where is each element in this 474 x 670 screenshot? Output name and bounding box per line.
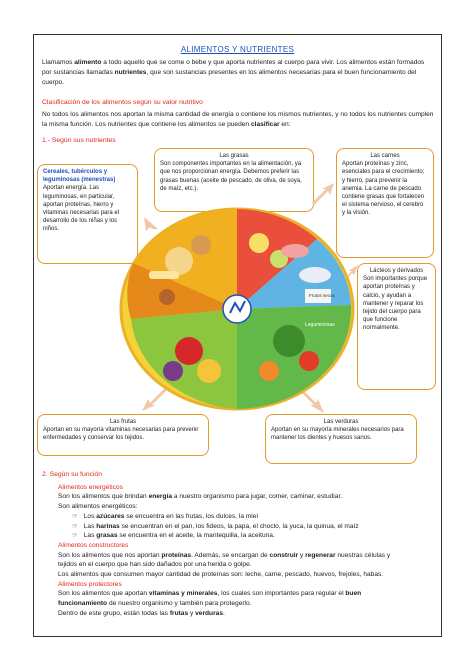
section1-heading: 1.- Según sus nutrientes	[42, 137, 116, 144]
energeticos-line1-bold: energía	[148, 493, 173, 501]
bubble-frutas	[37, 414, 209, 456]
bubble-cereales-body: Aportan energía. Las leguminosas, en particular, aportan proteínas, hierro y vitaminas necesarias para el desarrollo de los niñas y los niños.	[43, 185, 120, 233]
protectores-l1a: Son los alimentos que aportan	[58, 590, 148, 598]
constructores-l1d: construir	[269, 551, 299, 559]
constructores-l1f: regenerar	[305, 551, 336, 559]
energeticos-title: Alimentos energéticos	[58, 483, 123, 491]
food-plate-illustration	[119, 201, 355, 411]
energeticos-item-rest: se encuentran en el pan, los fideos, la papa, el choclo, la yuca, la quinua, el maíz	[121, 522, 359, 530]
protectores-l3a: Dentro de este grupo, están todas las	[58, 609, 168, 617]
constructores-l1e: y	[299, 551, 304, 559]
energeticos-item-pre: Las	[83, 522, 95, 530]
protectores-l1c: , los cuales son importantes para regular el	[217, 590, 344, 598]
bubble-cereales-title: Cereales, tubérculos y leguminosas (menestras)	[43, 169, 116, 184]
constructores-line1	[42, 551, 434, 561]
protectores-l3d: verduras	[195, 609, 223, 617]
classification-block	[42, 98, 434, 129]
protectores-l2b: de nuestro organismo y también para protegerlo.	[108, 600, 252, 608]
bubble-grasas-title: Las grasas	[219, 153, 249, 159]
protectores-l3c: y	[189, 609, 194, 617]
bubble-frutas-title: Las frutas	[109, 419, 137, 425]
constructores-l1c: . Además, se encargan de	[191, 551, 268, 559]
constructores-l1a: Son los alimentos que nos aportan	[58, 551, 160, 559]
bubble-verduras	[265, 414, 417, 464]
constructores-l1b: proteínas	[161, 551, 192, 559]
plate-label-frutos-secos: Frutos secos	[309, 293, 335, 298]
energeticos-line2: Son alimentos energéticos:	[58, 503, 138, 511]
intro-text-2: a todo aquello que se come o bebe y que aporta nutrientes al cuerpo para vivir. Los alimentos están formados por sustancias llamadas	[42, 59, 425, 76]
classification-text-bold: clasificar	[250, 120, 280, 128]
protectores-line2	[42, 599, 434, 609]
protectores-l2a: funcionamiento	[58, 600, 108, 608]
protectores-title: Alimentos protectores	[58, 580, 122, 588]
bubble-lacteos	[357, 263, 436, 390]
section2	[42, 470, 434, 619]
energeticos-item-pre: Las	[83, 532, 95, 540]
energeticos-line1-c: a nuestro organismo para jugar, comer, caminar, estudiar.	[173, 493, 343, 501]
pointing-hand-icon: ☞	[72, 532, 78, 540]
bubble-verduras-body: Aportan en su mayoría minerales necesarios para mantener los dientes y huesos sanos.	[271, 427, 404, 442]
protectores-line1	[42, 589, 434, 599]
energeticos-item-bold: grasas	[96, 532, 118, 540]
protectores-l3b: frutas	[169, 609, 189, 617]
protectores-l1d: buen	[345, 590, 362, 598]
intro-paragraph	[42, 58, 434, 87]
classification-text-end: en:	[281, 120, 291, 128]
energeticos-item-bold: azúcares	[96, 512, 125, 520]
protectores-line3	[42, 609, 434, 619]
bubble-verduras-title: Las verduras	[323, 419, 359, 425]
pointing-hand-icon: ☞	[72, 522, 78, 530]
protectores-l1b: vitaminas y minerales	[148, 590, 218, 598]
intro-bold-1: alimento	[74, 59, 102, 66]
classification-text-main: No todos los alimentos nos aportan la misma cantidad de energía o contiene los mismos nutrientes, y no todos los nutrientes cumplen la misma función. Los nutrientes que contiene los alimentos se pueden	[42, 110, 434, 128]
energeticos-line1-a: Son los alimentos que brindan	[58, 493, 147, 501]
bubble-carnes-title: Las carnes	[370, 153, 400, 159]
page-title: ALIMENTOS Y NUTRIENTES	[180, 45, 295, 54]
pointing-hand-icon: ☞	[72, 512, 78, 520]
bubble-lacteos-title: Lácteos y derivados	[369, 268, 424, 274]
page-frame	[33, 34, 442, 637]
energeticos-item-pre: Los	[83, 512, 95, 520]
bubble-lacteos-body: Son importantes porque aportan proteínas y calcio, y ayudan a mantener y reparar los tejido del cuerpo para que funcione normalmente.	[363, 276, 428, 332]
energeticos-item-bold: harinas	[96, 522, 120, 530]
list-item	[42, 512, 434, 522]
section2-heading: 2. Según su función	[42, 471, 103, 478]
energeticos-item-rest: se encuentra en las frutas, los dulces, la miel	[126, 512, 258, 520]
bubble-carnes-body: Aportan proteínas y zinc, esenciales para el crecimiento; y hierro, para prevenir la anemia. La carne de pescado contiene grasas que fortalecen el sistema nervioso, el cerebro y la visión.	[342, 161, 425, 217]
constructores-line2: tejidos en el cuerpo que han sido dañados por una herida o golpe.	[58, 561, 252, 569]
intro-bold-2: nutrientes	[114, 68, 147, 76]
intro-text-3: , que son sustancias presentes en los alimentos necesarias para el buen funcionamiento del cuerpo.	[42, 68, 417, 86]
intro-text-1: Llamamos	[42, 59, 73, 66]
energeticos-item-rest: se encuentra en el aceite, la mantequilla, la aceituna.	[119, 532, 275, 540]
classification-text	[42, 110, 434, 130]
protectores-l3e: .	[222, 609, 225, 617]
list-item	[42, 522, 434, 532]
bubble-grasas-body: Son componentes importantes en la alimentación, ya que nos proporcionan energía. Debemos preferir las grasas buenas (aceite de pescado, de oliva, de soya, de maíz, etc.).	[160, 161, 302, 192]
plate-label-leguminosas: Leguminosas	[305, 322, 335, 328]
classification-heading: Clasificación de los alimentos según su valor nutritivo	[42, 99, 203, 106]
constructores-l1g: nuestras células y	[337, 551, 391, 559]
list-item	[42, 531, 434, 541]
energeticos-line1	[42, 492, 434, 502]
constructores-line3: Los alimentos que consumen mayor cantidad de proteínas son: leche, carne, pescado, huevos, frejoles, habas.	[58, 571, 384, 579]
constructores-title: Alimentos constructores	[58, 541, 129, 549]
bubble-frutas-body: Aportan en su mayoría vitaminas necesarias para prevenir enfermedades y conservar los tejidos.	[43, 427, 199, 442]
